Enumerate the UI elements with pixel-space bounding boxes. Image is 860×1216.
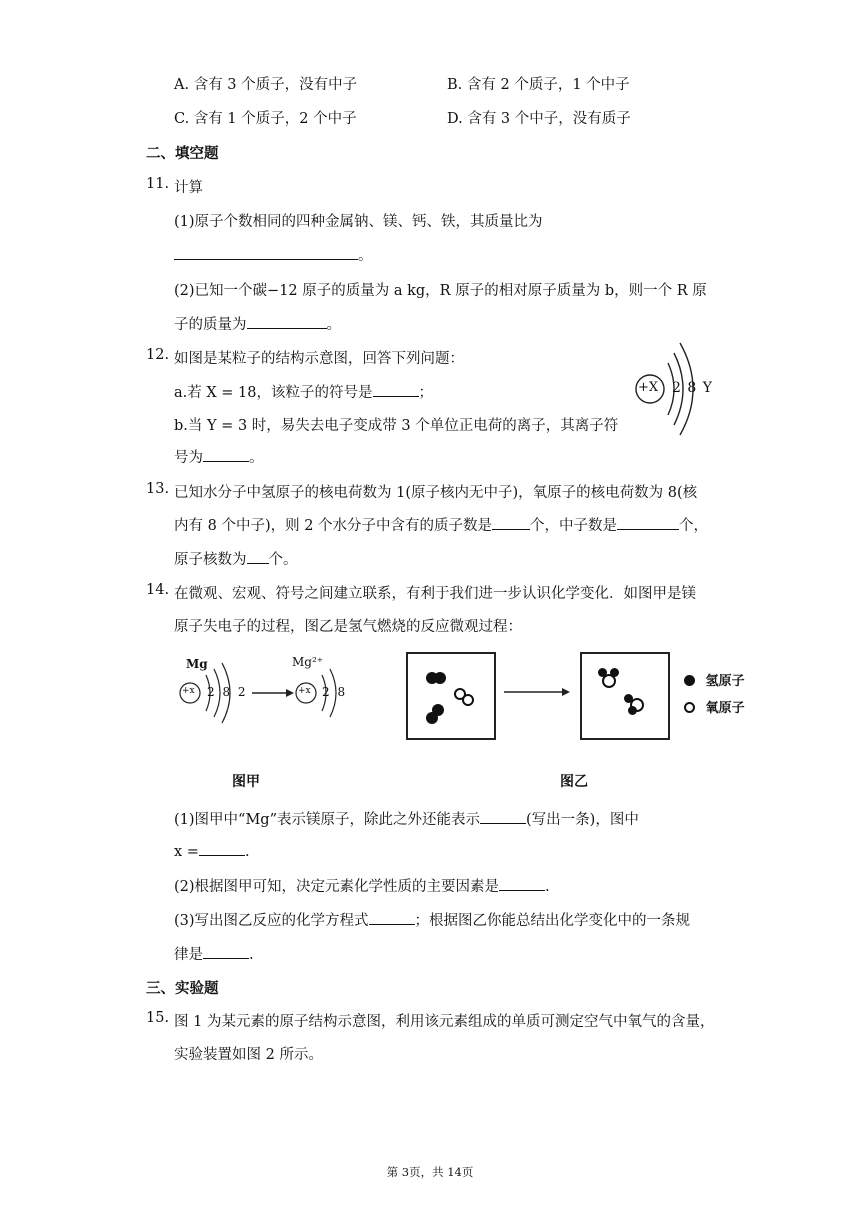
hydrogen-atom <box>598 668 607 677</box>
question-11-title: 计算 <box>174 180 203 196</box>
figure-jia-caption: 图甲 <box>232 774 260 790</box>
answer-blank[interactable] <box>373 382 419 397</box>
figure-jia-magnesium-ionization <box>176 655 366 735</box>
question-14-part2: (2)根据图甲可知，决定元素化学性质的主要因素是 . <box>174 875 550 896</box>
question-11-part1-blank: 。 <box>174 244 373 265</box>
question-14-part3-cont: 律是 . <box>174 943 254 964</box>
reaction-arrow-icon <box>502 686 572 698</box>
answer-blank[interactable] <box>369 910 415 925</box>
question-14-line2: 原子失电子的过程，图乙是氢气燃烧的反应微观过程： <box>174 619 522 635</box>
question-15-line2: 实验装置如图 2 所示。 <box>174 1047 323 1063</box>
option-d: D. 含有 3 个中子，没有质子 <box>447 111 631 127</box>
hydrogen-atom <box>426 712 438 724</box>
hydrogen-atom <box>624 694 633 703</box>
page-footer: 第 3页，共 14页 <box>386 1165 474 1179</box>
hydrogen-atom <box>628 706 637 715</box>
answer-blank[interactable] <box>203 944 249 959</box>
question-14-part1: (1)图甲中“Mg”表示镁原子，除此之外还能表示 (写出一条)，图中 <box>174 808 639 829</box>
answer-blank[interactable] <box>199 841 245 856</box>
question-12-b-cont: 号为 。 <box>174 446 264 467</box>
hydrogen-legend-icon <box>684 675 695 686</box>
section-heading-fill-blank: 二、填空题 <box>146 146 219 162</box>
question-11-part1: (1)原子个数相同的四种金属钠、镁、钙、铁，其质量比为 <box>174 214 543 230</box>
hydrogen-atom <box>610 668 619 677</box>
question-number-15: 15. <box>146 1010 170 1026</box>
question-14-part1-cont: x = . <box>174 841 250 860</box>
answer-blank[interactable] <box>480 809 526 824</box>
mg-atom-shells: 2 8 2 <box>207 685 248 699</box>
question-13-line1: 已知水分子中氢原子的核电荷数为 1(原子核内无中子)，氧原子的核电荷数为 8(核 <box>174 485 698 501</box>
shell-electron-labels: 2 8 Y <box>672 380 713 396</box>
question-11-part2: (2)已知一个碳−12 原子的质量为 a kg，R 原子的相对原子质量为 b，则一个 R 原 <box>174 283 707 299</box>
mg-ion-label: Mg²⁺ <box>292 655 324 669</box>
question-15-line1: 图 1 为某元素的原子结构示意图，利用该元素组成的单质可测定空气中氧气的含量， <box>174 1014 715 1030</box>
answer-blank[interactable] <box>174 245 358 260</box>
oxygen-legend-icon <box>684 702 695 713</box>
answer-blank[interactable] <box>247 314 327 329</box>
question-14-line1: 在微观、宏观、符号之间建立联系，有利于我们进一步认识化学变化．如图甲是镁 <box>174 586 696 602</box>
question-13-line3: 原子核数为 个。 <box>174 548 298 569</box>
mg-ion-nucleus: +x <box>298 686 311 696</box>
answer-blank[interactable] <box>492 515 530 530</box>
answer-blank[interactable] <box>617 515 679 530</box>
answer-blank[interactable] <box>247 549 269 564</box>
question-number-13: 13. <box>146 481 170 497</box>
mg-atom-nucleus: +x <box>182 686 195 696</box>
answer-blank[interactable] <box>499 876 545 891</box>
oxygen-atom <box>462 694 474 706</box>
question-13-line2: 内有 8 个中子)，则 2 个水分子中含有的质子数是 个，中子数是 个， <box>174 514 708 535</box>
option-b: B. 含有 2 个质子，1 个中子 <box>447 77 630 93</box>
mg-atom-label: Mg <box>186 657 208 671</box>
question-12-stem: 如图是某粒子的结构示意图，回答下列问题： <box>174 351 464 367</box>
question-14-part3: (3)写出图乙反应的化学方程式 ；根据图乙你能总结出化学变化中的一条规 <box>174 909 690 930</box>
answer-blank[interactable] <box>203 447 249 462</box>
hydrogen-atom <box>434 672 446 684</box>
nucleus-label: +X <box>638 380 659 395</box>
option-a: A. 含有 3 个质子，没有中子 <box>174 77 358 93</box>
question-number-12: 12. <box>146 347 170 363</box>
question-number-11: 11. <box>146 176 170 192</box>
question-11-part2-cont: 子的质量为 。 <box>174 313 341 334</box>
figure-yi-caption: 图乙 <box>560 774 588 790</box>
products-box <box>580 652 670 740</box>
option-c: C. 含有 1 个质子，2 个中子 <box>174 111 357 127</box>
legend-hydrogen: 氢原子 <box>684 670 745 689</box>
section-heading-experiment: 三、实验题 <box>146 981 219 997</box>
reactants-box <box>406 652 496 740</box>
question-number-14: 14. <box>146 582 170 598</box>
legend-oxygen: 氧原子 <box>684 697 745 716</box>
question-12-b: b.当 Y = 3 时，易失去电子变成带 3 个单位正电荷的离子，其离子符 <box>174 418 619 434</box>
question-12-a: a.若 X = 18，该粒子的符号是 ； <box>174 381 433 402</box>
particle-structure-diagram <box>630 336 716 444</box>
mg-ion-shells: 2 8 <box>322 685 348 699</box>
